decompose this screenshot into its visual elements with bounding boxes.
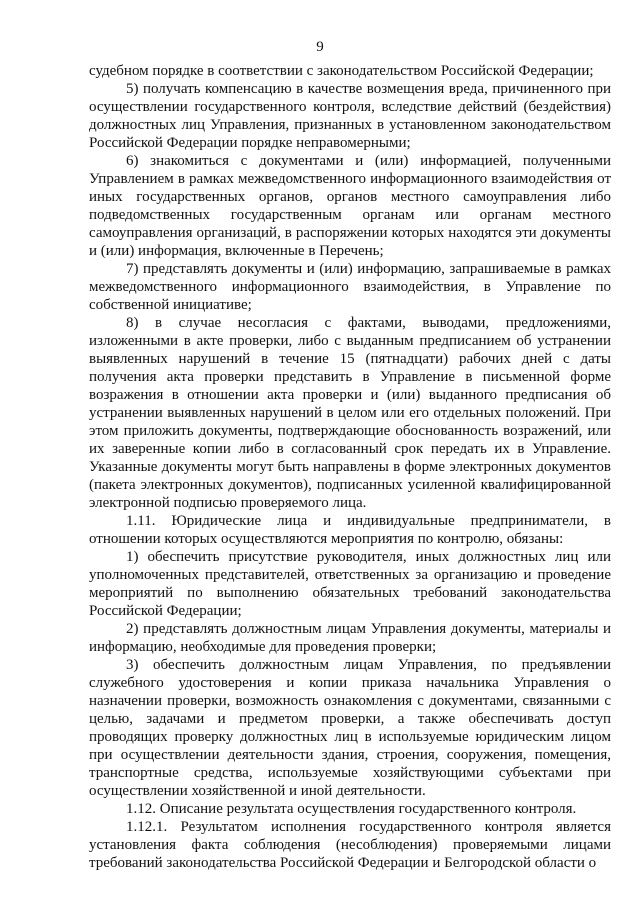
document-body — [89, 62, 611, 872]
paragraph-section-1-12: 1.12. Описание результата осуществления государственного контроля. — [126, 801, 577, 817]
paragraph-duty-2: 2) представлять должностным лицам Управления документы, материалы и информацию, необходимые для проведения проверки; — [89, 621, 611, 655]
paragraph-item-7: 7) представлять документы и (или) информацию, запрашиваемые в рамках межведомственного информационного взаимодействия, в Управление по собственной инициативе; — [89, 261, 611, 313]
paragraph-continuation: судебном порядке в соответствии с законодательством Российской Федерации; — [89, 63, 594, 79]
paragraph-duty-1: 1) обеспечить присутствие руководителя, иных должностных лиц или уполномоченных представителей, ответственных за организацию и проведение мероприятий по выполнению обязательных требований законодательства Российской Федерации; — [89, 549, 611, 619]
paragraph-section-1-11: 1.11. Юридические лица и индивидуальные предприниматели, в отношении которых осуществляются мероприятия по контролю, обязаны: — [89, 513, 611, 547]
paragraph-duty-3: 3) обеспечить должностным лицам Управления, по предъявлении служебного удостоверения и копии приказа начальника Управления о назначении проверки, возможность ознакомления с документами, связанными с целью, задачами и предметом проверки, а также обеспечивать доступ проводящих проверку должностных лиц в используемые юридическим лицом при осуществлении деятельности здания, строения, сооружения, помещения, транспортные средства, используемые хозяйствующими субъектами при осуществлении хозяйственной и иной деятельности. — [89, 657, 611, 799]
paragraph-item-5: 5) получать компенсацию в качестве возмещения вреда, причиненного при осуществлении государственного контроля, вследствие действий (бездействия) должностных лиц Управления, признанных в установленном законодательством Российской Федерации порядке неправомерными; — [89, 81, 611, 151]
paragraph-section-1-12-1: 1.12.1. Результатом исполнения государственного контроля является установления факта соблюдения (несоблюдения) проверяемыми лицами требований законодательства Российской Федерации и Белгородской области о — [89, 819, 611, 871]
page-number: 9 — [316, 39, 324, 55]
paragraph-item-6: 6) знакомиться с документами и (или) информацией, полученными Управлением в рамках межведомственного информационного взаимодействия от иных государственных органов, органов местного самоуправления либо подведомственных государственным органам или органам местного самоуправления организаций, в распоряжении которых находятся эти документы и (или) информация, включенные в Перечень; — [89, 153, 611, 259]
paragraph-item-8: 8) в случае несогласия с фактами, выводами, предложениями, изложенными в акте проверки, либо с выданным предписанием об устранении выявленных нарушений в течение 15 (пятнадцати) рабочих дней с даты получения акта проверки представить в Управление в письменной форме возражения в отношении акта проверки и (или) выданного предписания об устранении выявленных нарушений в целом или его отдельных положений. При этом приложить документы, подтверждающие обоснованность возражений, или их заверенные копии либо в согласованный срок передать их в Управление. Указанные документы могут быть направлены в форме электронных документов (пакета электронных документов), подписанных усиленной квалифицированной электронной подписью проверяемого лица. — [89, 315, 611, 511]
